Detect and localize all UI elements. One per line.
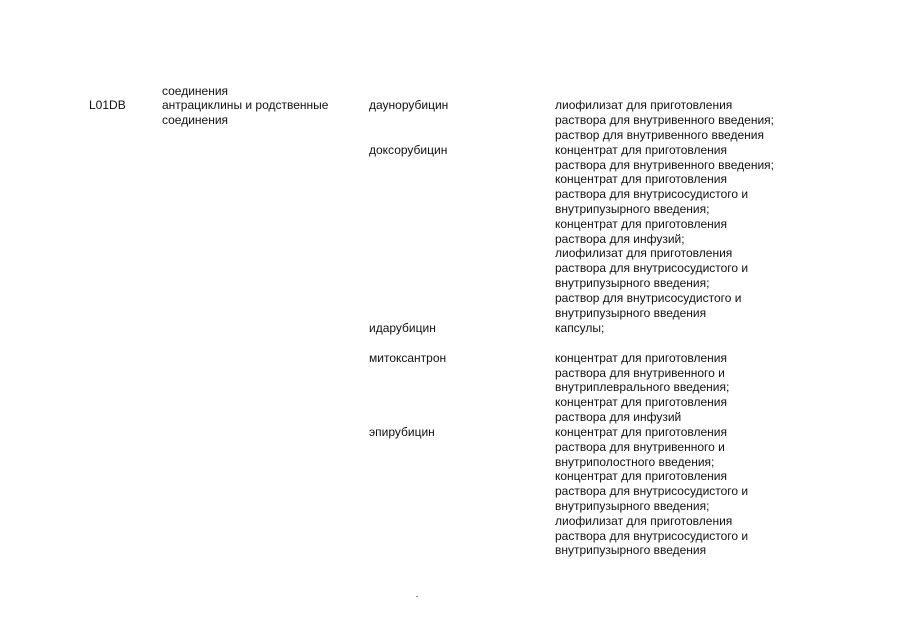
dosage-form-line: внутрипузырного введения; (555, 499, 710, 513)
dosage-form-line: раствора для инфузий (555, 410, 682, 424)
dosage-form-line: лиофилизат для приготовления (555, 98, 733, 112)
dosage-form-line: лиофилизат для приготовления (555, 514, 733, 528)
dosage-form-line: внутриплеврального введения; (555, 380, 730, 394)
dosage-form-line: раствора для внутривенного и (555, 366, 725, 380)
dosage-form-line: внутриполостного введения; (555, 455, 715, 469)
dosage-form-line: лиофилизат для приготовления (555, 246, 733, 260)
drug-name: идарубицин (369, 321, 436, 335)
dosage-form-line: раствор для внутривенного введения (555, 128, 764, 142)
dosage-form-line: концентрат для приготовления (555, 351, 728, 365)
prev-row-group-tail: соединения (162, 84, 229, 98)
dosage-form-line: раствора для внутрисосудистого и (555, 484, 749, 498)
dosage-form-line: концентрат для приготовления (555, 395, 728, 409)
drug-name: доксорубицин (369, 143, 448, 157)
dosage-form-line: концентрат для приготовления (555, 469, 728, 483)
group-name-line: антрациклины и родственные (162, 98, 329, 112)
dosage-form-line: концентрат для приготовления (555, 172, 728, 186)
dosage-form-line: внутрипузырного введения; (555, 276, 710, 290)
drug-name: эпирубицин (369, 425, 435, 439)
drug-name: митоксантрон (369, 351, 447, 365)
dosage-form-line: раствора для внутрисосудистого и (555, 187, 749, 201)
dosage-form-line: концентрат для приготовления (555, 425, 728, 439)
dosage-form-line: раствора для внутрисосудистого и (555, 529, 749, 543)
dosage-form-line: капсулы; (555, 321, 605, 335)
dosage-form-line: раствора для внутривенного введения; (555, 113, 774, 127)
dosage-form-line: внутрипузырного введения; (555, 202, 710, 216)
group-name-line: соединения (162, 113, 229, 127)
dosage-form-line: внутрипузырного введения (555, 543, 707, 557)
dosage-form-line: раствор для внутрисосудистого и (555, 291, 742, 305)
atc-code: L01DB (89, 98, 126, 112)
dosage-form-line: раствора для внутривенного и (555, 440, 725, 454)
dosage-form-line: раствора для инфузий; (555, 232, 685, 246)
scan-speck (416, 596, 418, 597)
dosage-form-line: внутрипузырного введения (555, 306, 707, 320)
dosage-form-line: концентрат для приготовления (555, 217, 728, 231)
dosage-form-line: раствора для внутривенного введения; (555, 158, 774, 172)
dosage-form-line: концентрат для приготовления (555, 143, 728, 157)
dosage-form-line: раствора для внутрисосудистого и (555, 261, 749, 275)
drug-name: даунорубицин (369, 98, 449, 112)
